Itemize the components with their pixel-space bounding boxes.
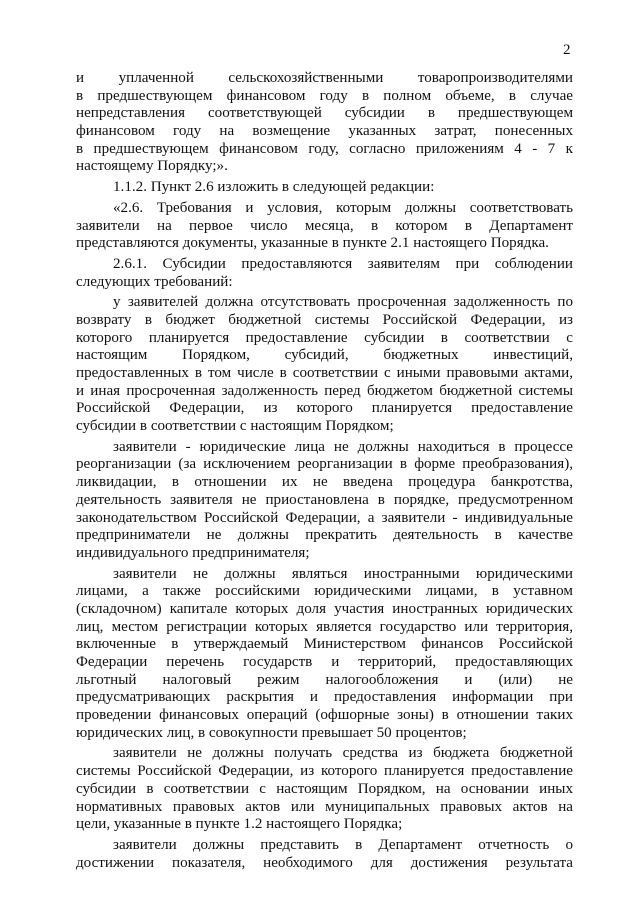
- text-line: достижении показателя, необходимого для достижения результата: [76, 854, 573, 871]
- text-line: системы Российской Федерации, из которого планируется предоставление: [76, 763, 573, 780]
- text-line: которого планируется предоставление субсидии в соответствии с: [76, 329, 573, 346]
- paragraph-no-other-funds: [76, 745, 573, 833]
- paragraph-continuation: [76, 70, 573, 176]
- text-line: юридических лиц, в совокупности превышает 50 процентов;: [76, 724, 467, 741]
- text-line: у заявителей должна отсутствовать просроченная задолженность по: [113, 294, 573, 311]
- text-line: нормативных правовых актов или муниципальных правовых актов на: [76, 798, 573, 815]
- paragraph-no-overdue-debt: [76, 294, 573, 436]
- text-line: заявители - юридические лица не должны находиться в процессе: [113, 438, 573, 455]
- paragraph-2-6: [76, 200, 573, 253]
- text-line: настоящему Порядку;».: [76, 158, 228, 175]
- text-line: льготный налоговый режим налогообложения и (или) не: [76, 671, 573, 688]
- text-line: субсидии в соответствии с настоящим Порядком;: [76, 418, 394, 435]
- page-number: 2: [563, 42, 571, 58]
- text-line: субсидии в соответствии с настоящим Порядком, на основании иных: [76, 780, 573, 797]
- text-line: финансовом году на возмещение указанных затрат, понесенных: [76, 123, 573, 140]
- paragraph-reporting: [76, 837, 573, 872]
- text-line: предоставленных в том числе в соответствии с иными правовыми актами,: [76, 365, 573, 381]
- text-line: индивидуального предпринимателя;: [76, 544, 310, 561]
- text-line: лиц, местом регистрации которых является государство или территория,: [76, 618, 573, 635]
- text-line: заявители должны представить в Департамент отчетность о: [113, 836, 573, 853]
- text-line: в предшествующем финансовом году, согласно приложениям 4 - 7 к: [76, 140, 573, 157]
- text-line: представляются документы, указанные в пункте 2.1 настоящего Порядка.: [76, 235, 549, 252]
- text-line: настоящим Порядком, субсидий, бюджетных инвестиций,: [76, 347, 573, 364]
- text-line: реорганизации (за исключением реорганизации в форме преобразования),: [76, 456, 573, 473]
- text-line: (складочном) капитале которых доля участия иностранных юридических: [76, 600, 573, 617]
- text-line: следующих требований:: [76, 273, 233, 290]
- text-line: Федерации перечень государств и территорий, предоставляющих: [76, 654, 573, 670]
- text-line: и уплаченной сельскохозяйственными товаропроизводителями: [76, 70, 573, 86]
- text-line: «2.6. Требования и условия, которым должны соответствовать: [113, 199, 573, 216]
- text-line: включенные в утверждаемый Министерством финансов Российской: [76, 636, 573, 653]
- text-line: предприниматели не должны прекратить деятельность в качестве: [76, 527, 573, 544]
- text-line: заявители на первое число месяца, в котором в Департамент: [76, 217, 573, 234]
- text-line: непредставления соответствующей субсидии в предшествующем: [76, 105, 573, 122]
- paragraph-reorganization: [76, 439, 573, 563]
- paragraph-foreign-entities: [76, 566, 573, 743]
- text-line: Российской Федерации, из которого планируется предоставление: [76, 400, 573, 417]
- text-line: 1.1.2. Пункт 2.6 изложить в следующей редакции:: [113, 179, 435, 196]
- paragraph-2-6-1: [76, 256, 573, 291]
- text-line: возврату в бюджет бюджетной системы Российской Федерации, из: [76, 311, 573, 328]
- text-line: законодательством Российской Федерации, а заявители - индивидуальные: [76, 509, 573, 526]
- text-line: проведении финансовых операций (офшорные зоны) в отношении таких: [76, 707, 573, 724]
- text-line: предусматривающих раскрытия и предоставления информации при: [76, 689, 573, 706]
- text-line: деятельность заявителя не приостановлена в порядке, предусмотренном: [76, 491, 573, 508]
- paragraph-1-1-2: [76, 179, 573, 197]
- text-line: в предшествующем финансовом году в полном объеме, в случае: [76, 87, 573, 104]
- text-line: заявители не должны получать средства из бюджета бюджетной: [113, 745, 573, 762]
- text-line: заявители не должны являться иностранными юридическими: [113, 565, 573, 582]
- text-line: и иная просроченная задолженность перед бюджетом бюджетной системы: [76, 382, 573, 399]
- text-line: 2.6.1. Субсидии предоставляются заявителям при соблюдении: [113, 255, 573, 272]
- document-body: [76, 70, 573, 872]
- text-line: лицами, а также российскими юридическими лицами, в уставном: [76, 583, 573, 600]
- text-line: цели, указанные в пункте 1.2 настоящего Порядка;: [76, 816, 403, 833]
- text-line: ликвидации, в отношении их не введена процедура банкротства,: [76, 474, 573, 491]
